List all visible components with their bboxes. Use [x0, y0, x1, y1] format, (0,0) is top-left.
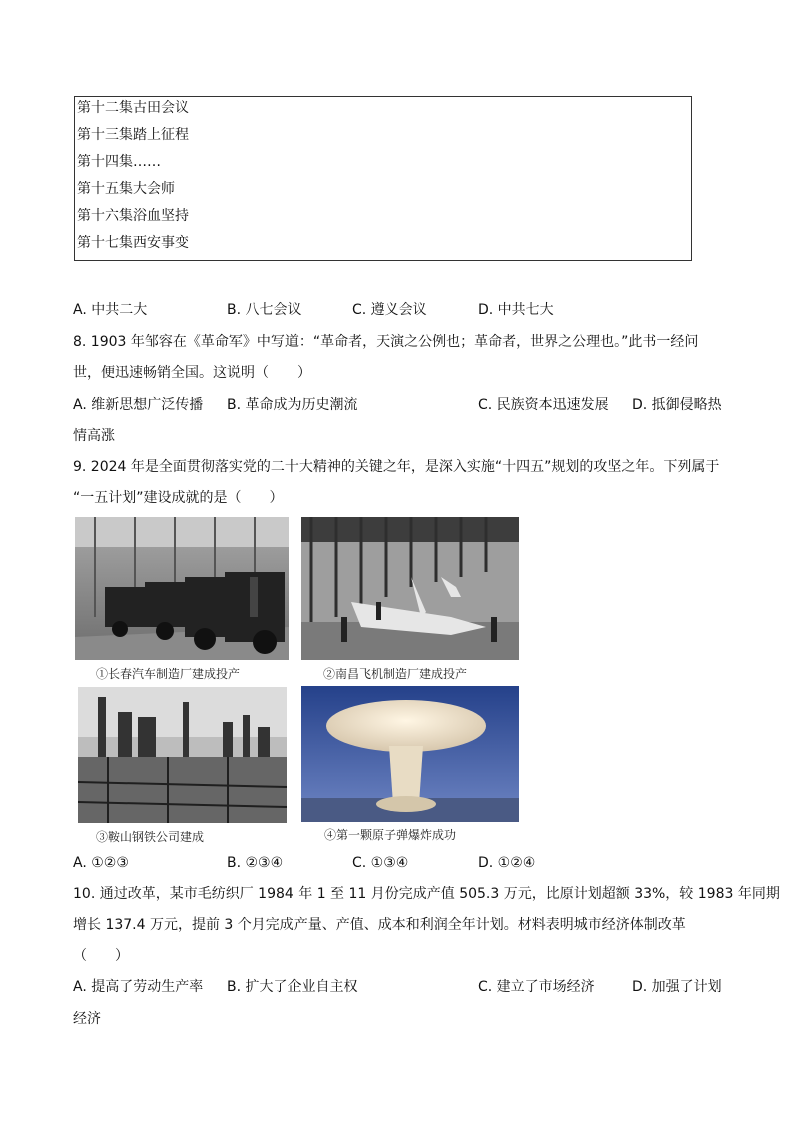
photo-caption-4: ④第一颗原子弹爆炸成功 [324, 828, 457, 842]
photo-caption-2: ②南昌飞机制造厂建成投产 [323, 667, 468, 681]
q10-option-d-cont: 经济 [73, 1011, 101, 1027]
q8-option-d-cont: 情高涨 [73, 428, 115, 444]
q10-stem-line1: 10. 通过改革，某市毛纺织厂 1984 年 1 至 11 月份完成产值 505.3 万元，比原计划超额 33%，较 1983 年同期 [73, 886, 780, 902]
q10-option-a: A. 提高了劳动生产率 [73, 979, 204, 995]
q10-stem-line2: 增长 137.4 万元，提前 3 个月完成产量、产值、成本和利润全年计划。材料表明城市经济体制改革 [73, 917, 686, 933]
q7-option-b: B. 八七会议 [227, 302, 302, 318]
q9-option-d: D. ①②④ [478, 855, 536, 871]
q8-stem-line2: 世，便迅速畅销全国。这说明（ ） [73, 365, 311, 381]
episode-item: 第十六集浴血坚持 [77, 208, 189, 224]
q9-stem-line2: “一五计划”建设成就的是（ ） [73, 490, 284, 506]
atomic-bomb-photo [301, 686, 519, 822]
q8-option-a: A. 维新思想广泛传播 [73, 397, 204, 413]
episode-item: 第十二集古田会议 [77, 100, 189, 116]
aircraft-factory-photo [301, 517, 519, 660]
episode-item: 第十四集…… [77, 154, 161, 170]
q9-option-b: B. ②③④ [227, 855, 284, 871]
q9-stem-line1: 9. 2024 年是全面贯彻落实党的二十大精神的关键之年，是深入实施“十四五”规划的攻坚之年。下列属于 [73, 459, 720, 475]
car-factory-photo [75, 517, 289, 660]
episode-item: 第十五集大会师 [77, 181, 175, 197]
q8-option-b: B. 革命成为历史潮流 [227, 397, 358, 413]
episode-list-box [74, 96, 692, 261]
q10-option-c: C. 建立了市场经济 [478, 979, 595, 995]
episode-item: 第十三集踏上征程 [77, 127, 189, 143]
steel-plant-photo [78, 687, 287, 823]
photo-caption-3: ③鞍山钢铁公司建成 [96, 830, 205, 844]
q7-option-c: C. 遵义会议 [352, 302, 427, 318]
q9-option-a: A. ①②③ [73, 855, 129, 871]
q8-stem-line1: 8. 1903 年邹容在《革命军》中写道：“革命者，天演之公例也；革命者，世界之公理也。”此书一经问 [73, 334, 699, 350]
q10-option-d: D. 加强了计划 [632, 979, 722, 995]
q10-option-b: B. 扩大了企业自主权 [227, 979, 358, 995]
q7-option-a: A. 中共二大 [73, 302, 148, 318]
q7-option-d: D. 中共七大 [478, 302, 554, 318]
q8-option-d: D. 抵御侵略热 [632, 397, 722, 413]
q8-option-c: C. 民族资本迅速发展 [478, 397, 609, 413]
photo-caption-1: ①长春汽车制造厂建成投产 [96, 667, 241, 681]
q9-option-c: C. ①③④ [352, 855, 409, 871]
q10-stem-line3: （ ） [73, 948, 129, 964]
episode-item: 第十七集西安事变 [77, 235, 189, 251]
